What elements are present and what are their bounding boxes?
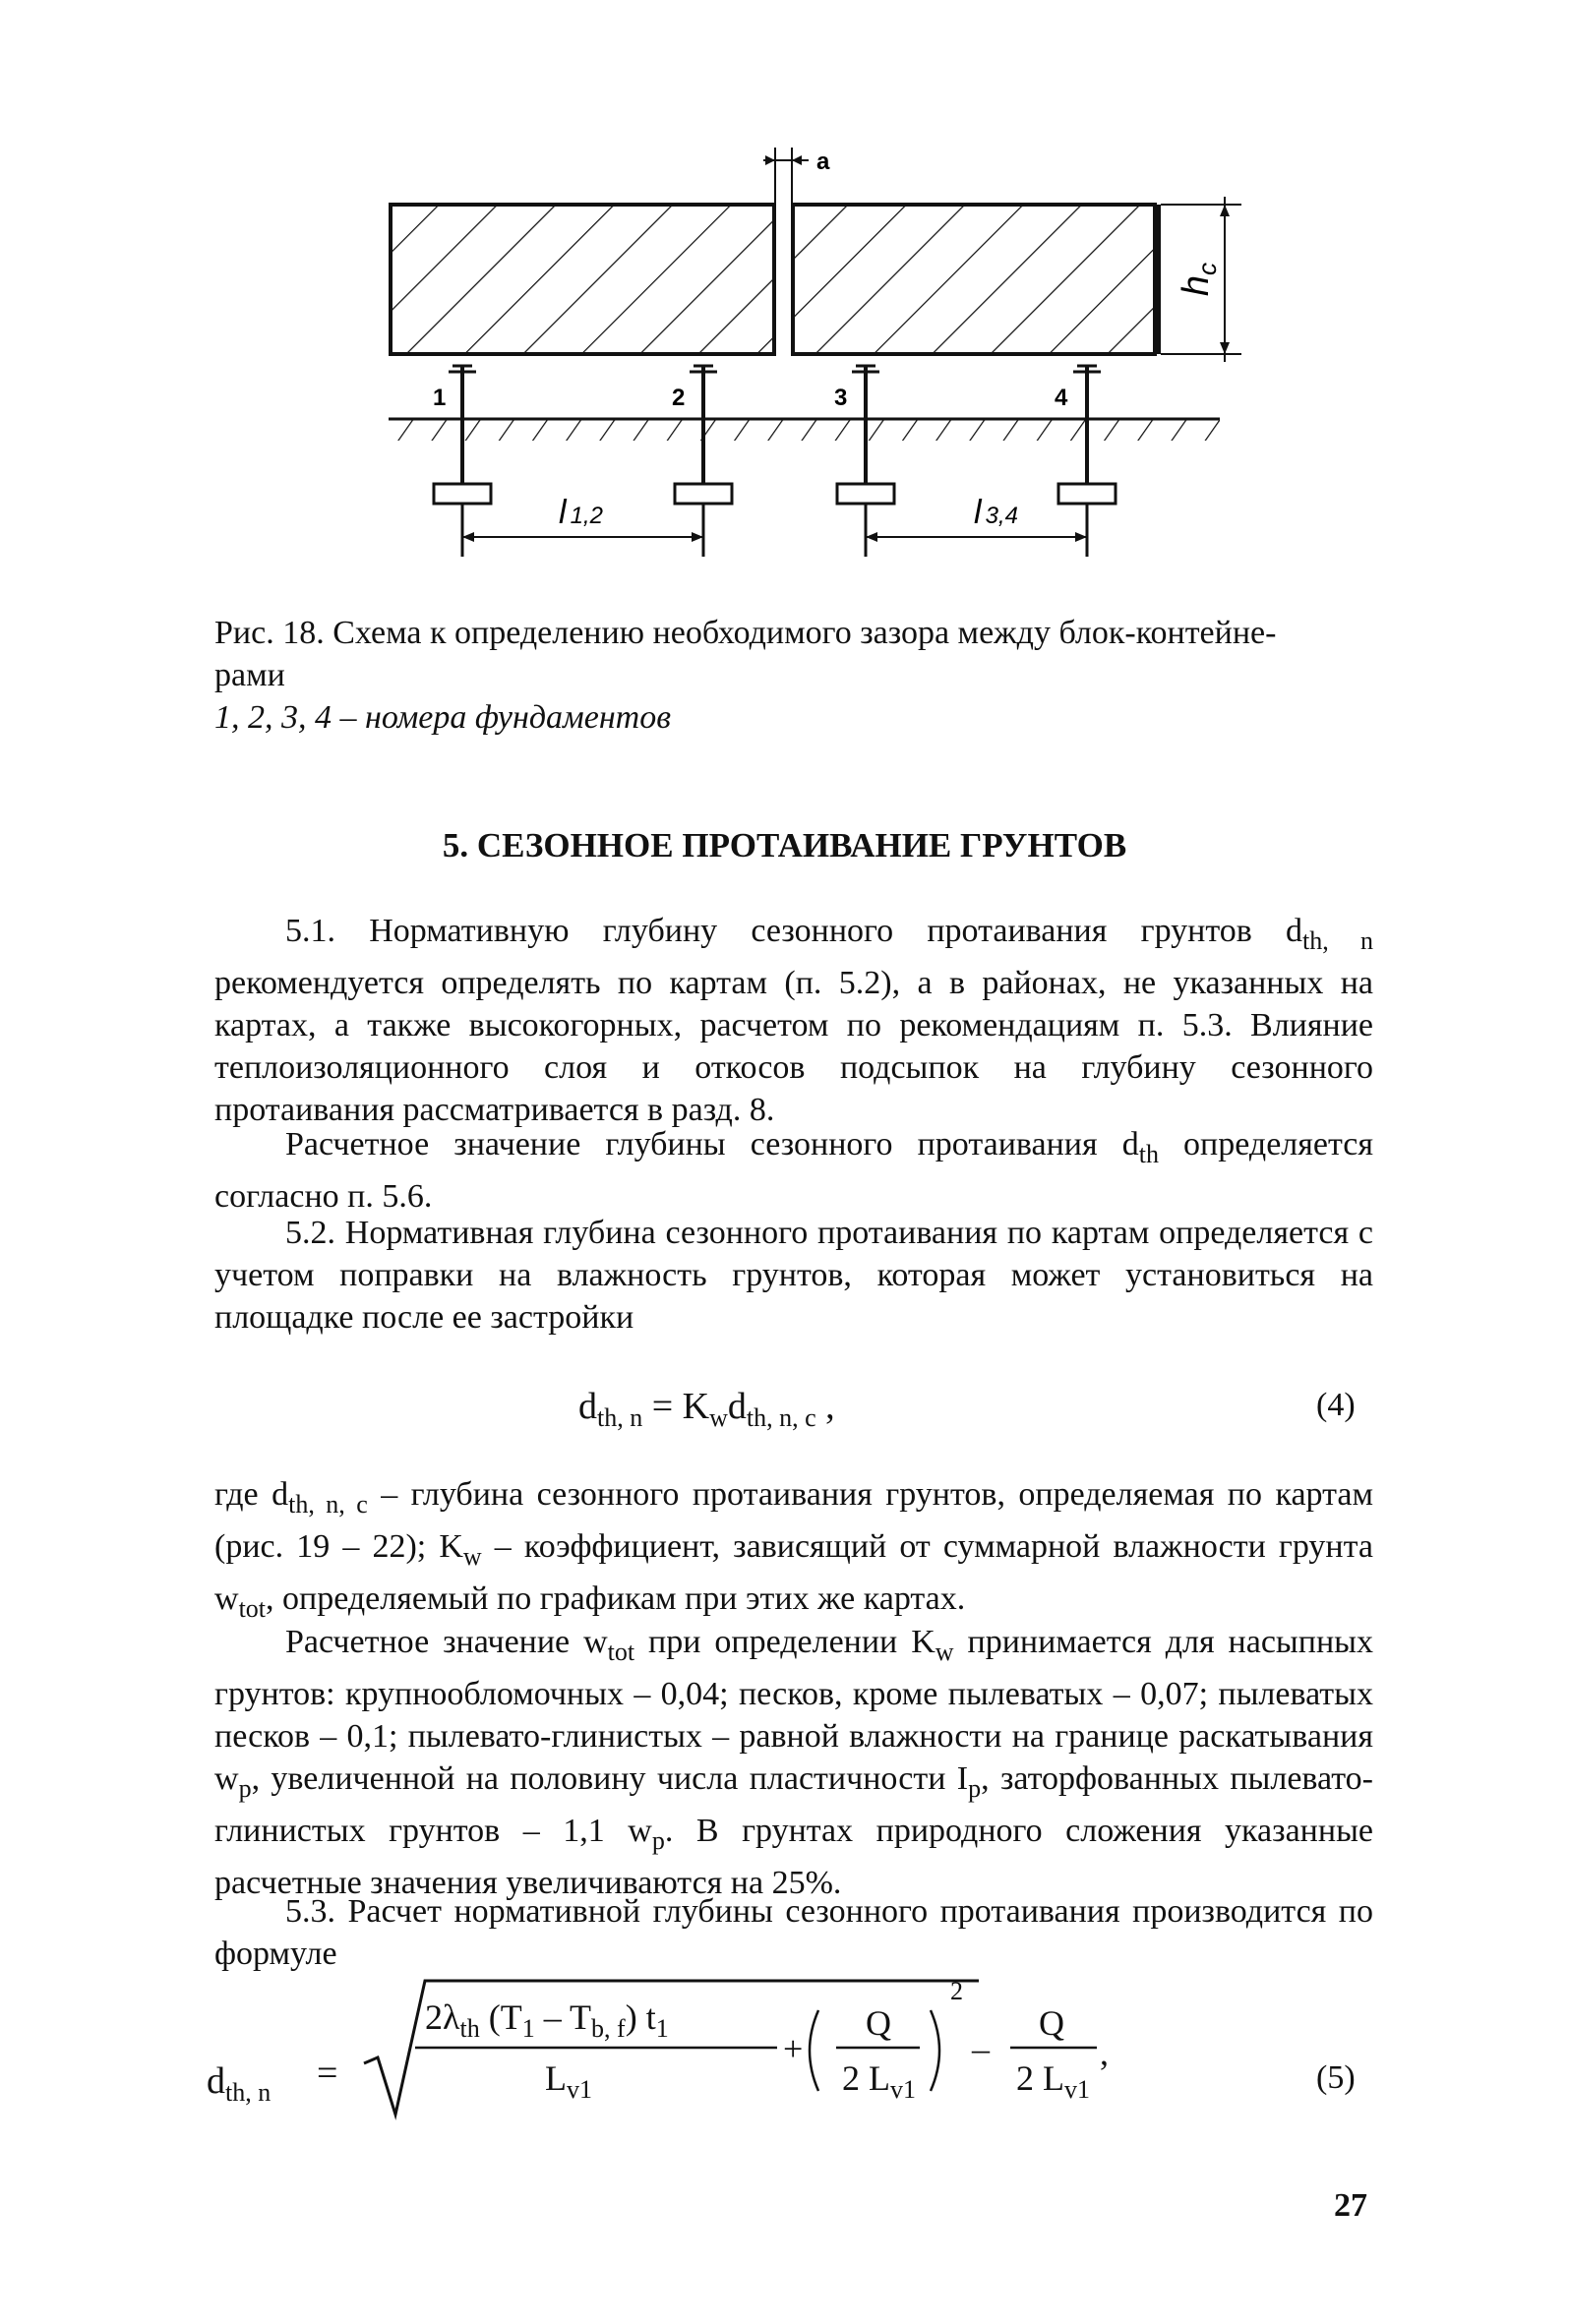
formula-4: $d_{th, n} = K_wd_{th, n, c}$ , <box>578 1386 835 1432</box>
foundation-number-3: 3 <box>834 385 848 411</box>
foundation-3 <box>834 366 894 557</box>
paragraph-where: где $d_{th, n, c}$ – глубина сезонного протаивания грунтов, определяемая по картам (рис. 19 – 22); $K_w$ – коэффициент, зависящий от суммарной влажности грунта $w_{tot}$, определяемый по графикам при этих же картах. <box>214 1476 1373 1623</box>
section-title: 5. СЕЗОННОЕ ПРОТАИВАНИЕ ГРУНТОВ <box>442 826 1127 864</box>
paragraph-calc-values: Расчетное значение $w_{tot}$ при определении $K_w$ принимается для насыпных грунтов: крупнообломочных – 0,04; песков, кроме пылеватых – 0,07; пылеватых песков – 0,1; пылевато-глинистых – равной влажности на границе раскатывания $w_p$, увеличенной на половину числа пластичности $I_p$, заторфованных пылевато-глинистых грунтов – 1,1 $w_p$. В грунтах природного сложения указанные расчетные значения увеличиваются на 25%. <box>214 1624 1373 1901</box>
caption-line-2: рами <box>214 657 285 693</box>
figure-18-diagram <box>0 0 1569 590</box>
ground-surface <box>389 419 1220 441</box>
foundation-number-2: 2 <box>672 385 686 411</box>
paragraph-5-1-design-value: Расчетное значение глубины сезонного протаивания $d_{th}$ определяется согласно п. 5.6. <box>214 1126 1373 1215</box>
span-label-1-2: l 1,2 <box>559 494 603 531</box>
foundation-4 <box>1055 366 1116 557</box>
paragraph-5-1: 5.1. Нормативную глубину сезонного протаивания грунтов $d_{th, n}$ рекомендуется определять по картам (п. 5.2), а в районах, не указанных на картах, а также высокогорных, расчетом по рекомендациям п. 5.3. Влияние теплоизоляционного слоя и откосов подсыпок на глубину сезонного протаивания рассматривается в разд. 8. <box>214 913 1373 1128</box>
caption-line-1: Рис. 18. Схема к определению необходимого зазора между блок-контейне- <box>214 615 1277 651</box>
caption-line-3: 1, 2, 3, 4 – номера фундаментов <box>214 699 671 736</box>
foundation-2 <box>672 366 732 557</box>
paragraph-5-3: 5.3. Расчет нормативной глубины сезонного протаивания производится по формуле <box>214 1893 1373 1972</box>
foundation-1 <box>433 366 491 557</box>
foundation-number-4: 4 <box>1055 385 1068 411</box>
figure-caption <box>214 612 1395 739</box>
formula-4-number: (4) <box>1316 1387 1356 1423</box>
foundation-number-1: 1 <box>433 385 447 411</box>
height-label: $h_c$ <box>1176 262 1222 297</box>
paragraph-5-2: 5.2. Нормативная глубина сезонного протаивания по картам определяется с учетом поправки на влажность грунтов, которая может установиться на площадке после ее застройки <box>214 1215 1373 1336</box>
block-container-right <box>793 205 1155 354</box>
span-label-3-4: l 3,4 <box>974 494 1018 531</box>
block-container-left <box>391 205 774 354</box>
formula-5: $d_{th, n}$ = $2\lambda_{th}$ $(T_1 - T_{b, f})$ $t_1$ $L_{v1}$ + Q 2 $L_{v1}$ 2 – Q 2 $L_{v1}$ , (5) <box>0 0 1569 2324</box>
page-number: 27 <box>1334 2187 1367 2224</box>
gap-label: a <box>816 149 830 175</box>
